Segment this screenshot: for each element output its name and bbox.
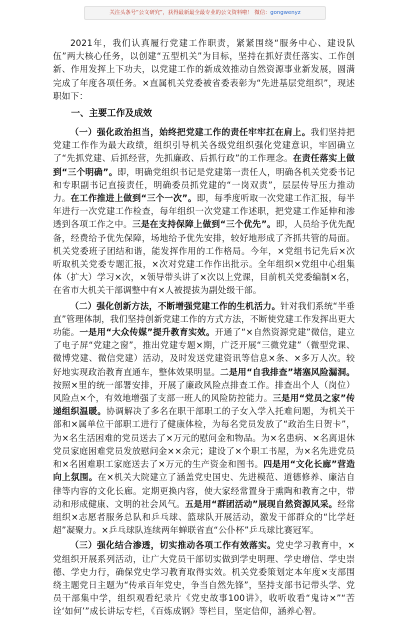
paragraph-text: 即，每季度听取一次党建工作汇报，每半年进行一次党建工作检查，每年组织一次党建工作述职，把党建工作延伸和渗透到各项工作之中。 [53,194,356,231]
body-paragraph [53,301,355,539]
paragraph-text: 针对我们系统“半垂直”管理体制，我们坚持创新党建工作的方式方法，不断使党建工作发挥出更大功能。 [53,301,355,339]
paragraph-text: 按照×里的统一部署安排，开展了廉政风险点排查工作。排查出个人（岗位）风险点×个，有效地增强了支部一班人的风险防控能力。 [53,380,355,405]
paragraph-text: 我们坚持把党建工作作为最大政绩，组织引导机关各级党组织强化党建意识，牢固确立了“先抓党建、后抓经营，先抓廉政、后抓行政”的工作理念。 [53,128,355,165]
paragraph-text: 即，明确党组织书记是党建第一责任人，明确各机关党委书记和专职副书记直接责任，明确委员抓党建的“一岗双责”，层层传导压力推动力。 [53,167,355,205]
paragraph-text: 协调解决了多名在职干部职工的子女入学入托难问题，为机关干部和×属单位干部职工进行了健康体检，为每名党员发放了“政治生日贺卡”，为×名生活困难的党员送去了×万元的慰问金和物品。为×名患病、×名离退休党员家庭困难党员发放慰问金××余元；建设了×个职工书屋，为×名先进党员和×名困难职工家庭送去了×万元的生产资金和图书。 [53,407,356,471]
paragraph-text: 2021年，我们认真履行党建工作职责，紧紧围绕“服务中心、建设队伍”两大核心任务，以创建“五型机关”为目标，坚持在抓好责任落实、工作创新、作用发挥上下功夫，以党建工作的新成效推动自然资源事业新发展，圆满完成了年度各项任务。×直属机关党委被省委表彰为“先进基层党组织”，现述职如下： [53,39,355,102]
banner-prefix-text: 关注头条号“公文研究”，获得最新最全最专业的公文资料啦！ 微信： [109,10,271,16]
bold-lead-phrase: （二）强化创新方法，不断增强党建工作的生机活力。 [70,301,281,312]
bold-lead-phrase: 一是用“大众传媒”提升教育实效。 [79,328,215,339]
bold-lead-phrase: 三是在支持保障上做到“三个优先”。 [132,220,276,231]
bold-lead-phrase: （三）强化结合渗透，切实推动各项工作有效落实。 [70,541,277,552]
bold-lead-phrase: 在工作推进上做到“三个一次”。 [70,194,197,205]
paragraph-text: 一、主要工作及成效 [71,109,153,120]
bold-lead-phrase: 四是用“文化长廊”营造向上氛围。 [53,460,355,484]
bold-lead-phrase: 在责任落实上做到“三个明确”。 [53,154,355,178]
promo-banner[interactable] [84,6,326,20]
paragraph-text: 经常组织×志愿者服务总队和乒乓球、篮球队开展活动，激发干部群众的“比学赶超”凝聚力。×乒乓球队连续两年蝉联省直“公仆杯”乒乓球比赛冠军。 [53,499,355,537]
body-paragraph [53,127,355,299]
section-heading [53,108,355,121]
paragraph-text: 党史学习教育中，×党组织开展系列活动，让广大党员干部切实做到学史明理、学史增信、学史崇德、学史力行，确保党史学习教育取得实效。机关党委策划定本年度×支部围绕主题党日主题为“传承百年党史，争当自然先锋”，坚持支部书记带头学、党员干部集中学，组织观看纪录片《党史故事100讲》，收听收看“鬼诗×”“苦诠‘如何’”成长讲坛专栏，《百炼成钢》等栏目，坚定信仰，涵养心智。 [53,541,355,618]
bold-lead-phrase: （一）强化政治担当，始终把党建工作的责任牢牢扛在肩上。 [70,128,311,139]
wechat-handle: gongwenyz [270,10,301,16]
paragraph-text: 即，人员给予优先配备，经费给予优先保障，场地给予优先安排，较好地形成了齐抓共管的局面。机关党委班子团结和谐，能发挥作用的工作格局。今年，×党组书记先后×次听取机关党委专题汇报，×次对党建工作作出批示。全年组织×党组中心组集体（扩大）学习×次，×领导带头讲了×次以上党课，目前机关党委编制×名，在省市大机关干部调整中有×人被提拔为副处级干部。 [53,220,355,297]
bold-lead-phrase: 二是用“自我排查”堵塞风险漏洞。 [220,367,355,378]
bold-lead-phrase: 五是用“群团活动”展现自然资源风采。 [184,499,338,510]
paragraph-text: 开通了“×自然资源党建”微信，建立了电子屏“党建之窗”，推出党建专题×期，广泛开展“三微党建”（微型党课、微博党建、微信党建）活动，及时发送党建资讯等信息×条、×多万人次。较好地实现政治教育直通车，整体效果明显。 [53,328,356,378]
body-paragraph [53,38,355,104]
paragraph-text: 在×机关大院建立了涵盖党史国史、先进模范、道德修养、廉洁自律等内容的文化长廊。定期更换内容，使大家经常置身于熏陶和教育之中，带动和形成健康、文明的社会风气。 [53,473,355,510]
bold-lead-phrase: 三是用“党员之家”传递组织温暖。 [53,394,356,418]
document-body [53,38,355,622]
